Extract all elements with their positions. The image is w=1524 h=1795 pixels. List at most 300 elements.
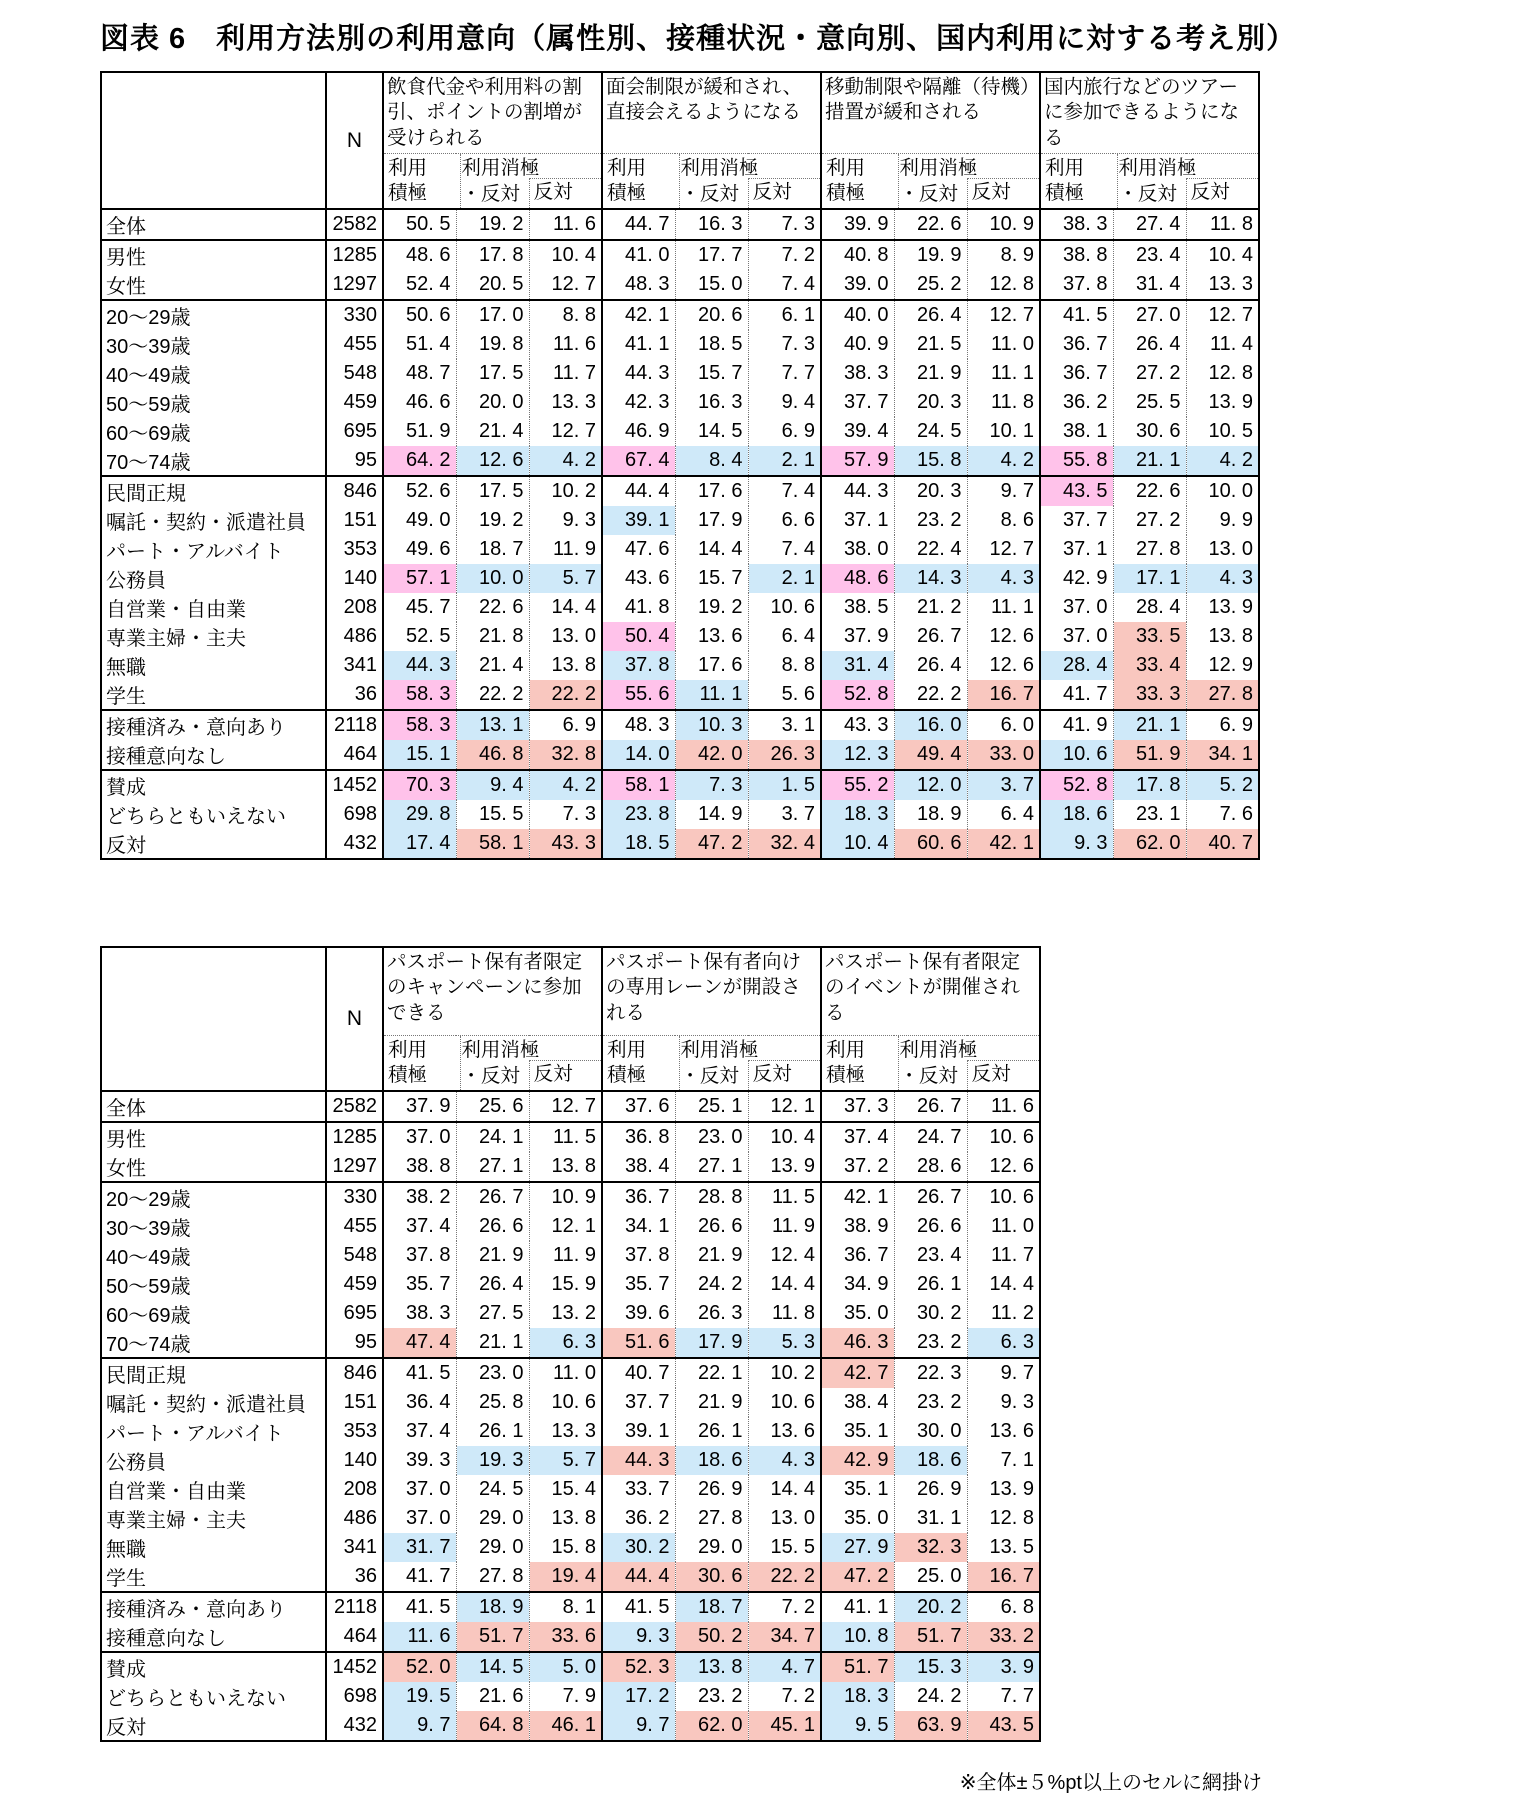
table-row <box>101 417 1259 446</box>
value-cell: 10. 9 <box>529 1182 602 1212</box>
table-row <box>101 359 1259 388</box>
value-cell: 46. 8 <box>456 740 529 770</box>
col-negative-use-header: 利用消極 <box>461 157 540 180</box>
value-cell: 13. 9 <box>1186 388 1259 417</box>
value-cell: 29. 8 <box>383 800 456 829</box>
row-label: 民間正規 <box>101 1358 326 1388</box>
table-row <box>101 476 1259 506</box>
value-cell: 11. 8 <box>748 1299 821 1328</box>
table-row <box>101 1299 1040 1328</box>
value-cell: 15. 3 <box>894 1652 967 1682</box>
row-label: 50～59歳 <box>101 388 326 417</box>
value-cell: 58. 3 <box>383 680 456 710</box>
value-cell: 26. 9 <box>675 1475 748 1504</box>
row-label: 30～39歳 <box>101 1212 326 1241</box>
col-negative-use-header: 利用消極 <box>899 157 978 180</box>
value-cell: 45. 7 <box>383 593 456 622</box>
row-label: 反対 <box>101 829 326 859</box>
value-cell: 14. 5 <box>456 1652 529 1682</box>
value-cell: 37. 3 <box>821 1091 894 1122</box>
value-cell: 51. 9 <box>1113 740 1186 770</box>
value-cell: 10. 6 <box>748 1388 821 1417</box>
row-label: どちらともいえない <box>101 800 326 829</box>
value-cell: 32. 3 <box>894 1533 967 1562</box>
value-cell: 6. 0 <box>967 710 1040 740</box>
value-cell: 37. 4 <box>383 1212 456 1241</box>
n-value: 695 <box>326 417 383 446</box>
value-cell: 10. 6 <box>529 1388 602 1417</box>
value-cell: 58. 3 <box>383 710 456 740</box>
value-cell: 47. 2 <box>675 829 748 859</box>
value-cell: 13. 2 <box>529 1299 602 1328</box>
n-value: 36 <box>326 680 383 710</box>
value-cell: 24. 2 <box>894 1682 967 1711</box>
value-cell: 4. 3 <box>967 564 1040 593</box>
value-cell: 10. 5 <box>1186 417 1259 446</box>
col-positive-use-header: 利用 積極 <box>384 1036 461 1090</box>
table-row <box>101 1562 1040 1592</box>
value-cell: 13. 9 <box>748 1152 821 1182</box>
value-cell: 32. 8 <box>529 740 602 770</box>
value-cell: 47. 4 <box>383 1328 456 1358</box>
value-cell: 7. 7 <box>967 1682 1040 1711</box>
value-cell: 4. 2 <box>529 446 602 476</box>
table-row <box>101 1091 1040 1122</box>
value-cell: 35. 0 <box>821 1504 894 1533</box>
value-cell: 26. 3 <box>748 740 821 770</box>
value-cell: 58. 1 <box>602 770 675 800</box>
value-cell: 12. 7 <box>529 1091 602 1122</box>
value-cell: 15. 8 <box>894 446 967 476</box>
value-cell: 4. 2 <box>1186 446 1259 476</box>
value-cell: 12. 6 <box>967 651 1040 680</box>
value-cell: 47. 6 <box>602 535 675 564</box>
value-cell: 10. 6 <box>967 1122 1040 1152</box>
row-label: 接種済み・意向あり <box>101 710 326 740</box>
value-cell: 23. 4 <box>1113 240 1186 270</box>
group-header-row <box>101 72 1259 154</box>
value-cell: 46. 6 <box>383 388 456 417</box>
value-cell: 13. 0 <box>529 622 602 651</box>
row-label: 女性 <box>101 1152 326 1182</box>
n-value: 208 <box>326 593 383 622</box>
value-cell: 25. 8 <box>456 1388 529 1417</box>
value-cell: 26. 7 <box>894 1091 967 1122</box>
value-cell: 14. 9 <box>675 800 748 829</box>
value-cell: 6. 3 <box>529 1328 602 1358</box>
value-cell: 37. 6 <box>602 1091 675 1122</box>
value-cell: 39. 0 <box>821 270 894 300</box>
value-cell: 22. 1 <box>675 1358 748 1388</box>
value-cell: 22. 6 <box>1113 476 1186 506</box>
usage-intention-table-top <box>100 71 1260 860</box>
value-cell: 13. 6 <box>967 1417 1040 1446</box>
value-cell: 6. 6 <box>748 506 821 535</box>
value-cell: 19. 2 <box>456 209 529 240</box>
value-cell: 42. 1 <box>602 300 675 330</box>
value-cell: 42. 1 <box>967 829 1040 859</box>
value-cell: 17. 6 <box>675 476 748 506</box>
col-negative-use-header-line2: ・反対 <box>680 1064 739 1087</box>
value-cell: 14. 4 <box>529 593 602 622</box>
value-cell: 13. 8 <box>529 1152 602 1182</box>
value-cell: 37. 7 <box>821 388 894 417</box>
value-cell: 25. 0 <box>894 1562 967 1592</box>
value-cell: 44. 3 <box>821 476 894 506</box>
value-cell: 4. 3 <box>748 1446 821 1475</box>
value-cell: 10. 0 <box>456 564 529 593</box>
row-label: 70～74歳 <box>101 1328 326 1358</box>
value-cell: 13. 6 <box>675 622 748 651</box>
value-cell: 19. 8 <box>456 330 529 359</box>
value-cell: 33. 0 <box>967 740 1040 770</box>
value-cell: 13. 8 <box>1186 622 1259 651</box>
value-cell: 57. 1 <box>383 564 456 593</box>
value-cell: 12. 7 <box>1186 300 1259 330</box>
value-cell: 16. 0 <box>894 710 967 740</box>
value-cell: 8. 4 <box>675 446 748 476</box>
table-row <box>101 300 1259 330</box>
value-cell: 14. 4 <box>748 1270 821 1299</box>
value-cell: 26. 7 <box>456 1182 529 1212</box>
value-cell: 41. 1 <box>602 330 675 359</box>
row-label: 民間正規 <box>101 476 326 506</box>
col-negative-use-header: 利用消極 <box>680 1038 759 1061</box>
value-cell: 26. 4 <box>894 300 967 330</box>
value-cell: 7. 6 <box>1186 800 1259 829</box>
value-cell: 58. 1 <box>456 829 529 859</box>
value-cell: 50. 5 <box>383 209 456 240</box>
subheader-cell <box>1040 154 1259 210</box>
table-row <box>101 1446 1040 1475</box>
value-cell: 7. 3 <box>748 330 821 359</box>
value-cell: 24. 1 <box>456 1122 529 1152</box>
n-value: 455 <box>326 330 383 359</box>
value-cell: 8. 8 <box>748 651 821 680</box>
col-negative-use-header: 利用消極 <box>899 1038 978 1061</box>
row-label: 20～29歳 <box>101 300 326 330</box>
value-cell: 18. 5 <box>675 330 748 359</box>
col-positive-use-header: 利用 積極 <box>603 1036 680 1090</box>
table-row <box>101 209 1259 240</box>
value-cell: 37. 2 <box>821 1152 894 1182</box>
value-cell: 9. 7 <box>383 1711 456 1741</box>
value-cell: 18. 3 <box>821 1682 894 1711</box>
n-column-header: N <box>326 72 383 209</box>
n-value: 151 <box>326 1388 383 1417</box>
value-cell: 46. 9 <box>602 417 675 446</box>
value-cell: 26. 6 <box>675 1212 748 1241</box>
table-row <box>101 535 1259 564</box>
n-value: 341 <box>326 1533 383 1562</box>
value-cell: 13. 3 <box>1186 270 1259 300</box>
value-cell: 21. 9 <box>675 1388 748 1417</box>
value-cell: 37. 0 <box>1040 593 1113 622</box>
n-value: 695 <box>326 1299 383 1328</box>
row-label: パート・アルバイト <box>101 1417 326 1446</box>
value-cell: 9. 9 <box>1186 506 1259 535</box>
value-cell: 15. 7 <box>675 564 748 593</box>
row-label: 無職 <box>101 651 326 680</box>
group-header: 国内旅行などのツアーに参加できるようになる <box>1040 72 1259 154</box>
value-cell: 49. 6 <box>383 535 456 564</box>
value-cell: 16. 7 <box>967 1562 1040 1592</box>
value-cell: 50. 6 <box>383 300 456 330</box>
value-cell: 7. 3 <box>675 770 748 800</box>
n-value: 1285 <box>326 240 383 270</box>
value-cell: 22. 4 <box>894 535 967 564</box>
value-cell: 52. 4 <box>383 270 456 300</box>
value-cell: 52. 0 <box>383 1652 456 1682</box>
value-cell: 37. 4 <box>383 1417 456 1446</box>
value-cell: 18. 5 <box>602 829 675 859</box>
value-cell: 30. 2 <box>602 1533 675 1562</box>
table-row <box>101 446 1259 476</box>
n-value: 95 <box>326 1328 383 1358</box>
value-cell: 50. 4 <box>602 622 675 651</box>
value-cell: 28. 8 <box>675 1182 748 1212</box>
n-value: 1452 <box>326 1652 383 1682</box>
value-cell: 20. 3 <box>894 388 967 417</box>
row-label: 自営業・自由業 <box>101 1475 326 1504</box>
table-row <box>101 1328 1040 1358</box>
value-cell: 26. 1 <box>675 1417 748 1446</box>
value-cell: 17. 5 <box>456 476 529 506</box>
n-value: 1452 <box>326 770 383 800</box>
row-label: 専業主婦・主夫 <box>101 622 326 651</box>
value-cell: 37. 0 <box>1040 622 1113 651</box>
value-cell: 11. 1 <box>967 359 1040 388</box>
value-cell: 7. 4 <box>748 270 821 300</box>
figure-container <box>100 16 1297 1795</box>
value-cell: 52. 6 <box>383 476 456 506</box>
value-cell: 14. 4 <box>675 535 748 564</box>
value-cell: 40. 7 <box>602 1358 675 1388</box>
value-cell: 40. 0 <box>821 300 894 330</box>
subheader-cell <box>383 1035 602 1091</box>
row-label: 公務員 <box>101 564 326 593</box>
value-cell: 44. 4 <box>602 476 675 506</box>
value-cell: 11. 9 <box>748 1212 821 1241</box>
value-cell: 11. 4 <box>1186 330 1259 359</box>
value-cell: 20. 6 <box>675 300 748 330</box>
n-value: 486 <box>326 1504 383 1533</box>
value-cell: 48. 7 <box>383 359 456 388</box>
col-negative-use-header-line2: ・反対 <box>899 183 958 206</box>
row-label: どちらともいえない <box>101 1682 326 1711</box>
n-value: 464 <box>326 1622 383 1652</box>
value-cell: 13. 1 <box>456 710 529 740</box>
value-cell: 17. 8 <box>1113 770 1186 800</box>
value-cell: 23. 2 <box>675 1682 748 1711</box>
value-cell: 28. 4 <box>1113 593 1186 622</box>
value-cell: 5. 0 <box>529 1652 602 1682</box>
table-row <box>101 770 1259 800</box>
value-cell: 11. 1 <box>967 593 1040 622</box>
value-cell: 12. 6 <box>456 446 529 476</box>
value-cell: 17. 9 <box>675 506 748 535</box>
value-cell: 12. 9 <box>1186 651 1259 680</box>
value-cell: 36. 8 <box>602 1122 675 1152</box>
table-gap <box>100 860 1262 946</box>
value-cell: 7. 2 <box>748 240 821 270</box>
value-cell: 10. 4 <box>821 829 894 859</box>
value-cell: 21. 4 <box>456 651 529 680</box>
value-cell: 10. 0 <box>1186 476 1259 506</box>
value-cell: 7. 3 <box>748 209 821 240</box>
value-cell: 57. 9 <box>821 446 894 476</box>
value-cell: 33. 6 <box>529 1622 602 1652</box>
value-cell: 11. 8 <box>1186 209 1259 240</box>
value-cell: 48. 3 <box>602 270 675 300</box>
value-cell: 63. 9 <box>894 1711 967 1741</box>
value-cell: 10. 4 <box>529 240 602 270</box>
value-cell: 44. 3 <box>602 1446 675 1475</box>
value-cell: 25. 1 <box>675 1091 748 1122</box>
value-cell: 42. 9 <box>821 1446 894 1475</box>
value-cell: 15. 5 <box>748 1533 821 1562</box>
value-cell: 38. 4 <box>821 1388 894 1417</box>
value-cell: 35. 7 <box>602 1270 675 1299</box>
value-cell: 6. 8 <box>967 1592 1040 1622</box>
value-cell: 39. 9 <box>821 209 894 240</box>
value-cell: 33. 2 <box>967 1622 1040 1652</box>
col-negative-use-header-line2: ・反対 <box>680 183 739 206</box>
value-cell: 9. 5 <box>821 1711 894 1741</box>
n-value: 2582 <box>326 1091 383 1122</box>
value-cell: 21. 9 <box>456 1241 529 1270</box>
value-cell: 34. 1 <box>1186 740 1259 770</box>
table-row <box>101 270 1259 300</box>
value-cell: 41. 1 <box>821 1592 894 1622</box>
n-value: 140 <box>326 1446 383 1475</box>
row-label: 賛成 <box>101 770 326 800</box>
value-cell: 44. 4 <box>602 1562 675 1592</box>
value-cell: 26. 7 <box>894 622 967 651</box>
group-header: 飲食代金や利用料の割引、ポイントの割増が受けられる <box>383 72 602 154</box>
value-cell: 18. 6 <box>675 1446 748 1475</box>
value-cell: 6. 1 <box>748 300 821 330</box>
value-cell: 50. 2 <box>675 1622 748 1652</box>
n-value: 2118 <box>326 1592 383 1622</box>
value-cell: 36. 2 <box>602 1504 675 1533</box>
value-cell: 21. 4 <box>456 417 529 446</box>
value-cell: 27. 1 <box>456 1152 529 1182</box>
value-cell: 26. 4 <box>894 651 967 680</box>
value-cell: 62. 0 <box>1113 829 1186 859</box>
value-cell: 17. 4 <box>383 829 456 859</box>
row-label: 接種意向なし <box>101 740 326 770</box>
value-cell: 10. 6 <box>967 1182 1040 1212</box>
table-row <box>101 800 1259 829</box>
value-cell: 11. 9 <box>529 535 602 564</box>
table-row <box>101 1388 1040 1417</box>
value-cell: 18. 7 <box>675 1592 748 1622</box>
row-label: 接種意向なし <box>101 1622 326 1652</box>
value-cell: 21. 9 <box>675 1241 748 1270</box>
value-cell: 37. 8 <box>602 651 675 680</box>
value-cell: 29. 0 <box>675 1533 748 1562</box>
value-cell: 13. 8 <box>529 651 602 680</box>
value-cell: 12. 1 <box>748 1091 821 1122</box>
value-cell: 23. 0 <box>456 1358 529 1388</box>
value-cell: 19. 3 <box>456 1446 529 1475</box>
value-cell: 2. 1 <box>748 564 821 593</box>
n-value: 846 <box>326 476 383 506</box>
subheader-cell <box>383 154 602 210</box>
value-cell: 41. 5 <box>383 1358 456 1388</box>
value-cell: 28. 4 <box>1040 651 1113 680</box>
value-cell: 37. 8 <box>1040 270 1113 300</box>
value-cell: 5. 6 <box>748 680 821 710</box>
value-cell: 19. 2 <box>456 506 529 535</box>
value-cell: 18. 6 <box>1040 800 1113 829</box>
value-cell: 35. 1 <box>821 1475 894 1504</box>
value-cell: 31. 7 <box>383 1533 456 1562</box>
value-cell: 18. 7 <box>456 535 529 564</box>
value-cell: 15. 9 <box>529 1270 602 1299</box>
value-cell: 3. 9 <box>967 1652 1040 1682</box>
value-cell: 17. 9 <box>675 1328 748 1358</box>
value-cell: 31. 1 <box>894 1504 967 1533</box>
value-cell: 28. 6 <box>894 1152 967 1182</box>
value-cell: 25. 5 <box>1113 388 1186 417</box>
row-label: 60～69歳 <box>101 417 326 446</box>
table-row <box>101 1358 1040 1388</box>
value-cell: 16. 3 <box>675 388 748 417</box>
value-cell: 17. 7 <box>675 240 748 270</box>
value-cell: 20. 3 <box>894 476 967 506</box>
group-header: パスポート保有者限定のイベントが開催される <box>821 947 1040 1035</box>
value-cell: 48. 3 <box>602 710 675 740</box>
value-cell: 11. 6 <box>383 1622 456 1652</box>
value-cell: 40. 8 <box>821 240 894 270</box>
value-cell: 13. 9 <box>967 1475 1040 1504</box>
value-cell: 23. 0 <box>675 1122 748 1152</box>
col-oppose-header: 反対 <box>748 1060 820 1090</box>
value-cell: 38. 8 <box>383 1152 456 1182</box>
n-value: 353 <box>326 535 383 564</box>
value-cell: 15. 8 <box>529 1533 602 1562</box>
n-value: 208 <box>326 1475 383 1504</box>
row-label: 40～49歳 <box>101 359 326 388</box>
value-cell: 36. 2 <box>1040 388 1113 417</box>
value-cell: 33. 4 <box>1113 651 1186 680</box>
value-cell: 24. 7 <box>894 1122 967 1152</box>
value-cell: 11. 1 <box>675 680 748 710</box>
value-cell: 36. 7 <box>1040 330 1113 359</box>
n-value: 36 <box>326 1562 383 1592</box>
row-label: 反対 <box>101 1711 326 1741</box>
value-cell: 10. 4 <box>1186 240 1259 270</box>
row-label: 30～39歳 <box>101 330 326 359</box>
value-cell: 12. 8 <box>967 270 1040 300</box>
n-value: 95 <box>326 446 383 476</box>
value-cell: 55. 2 <box>821 770 894 800</box>
n-value: 2582 <box>326 209 383 240</box>
value-cell: 39. 6 <box>602 1299 675 1328</box>
value-cell: 39. 3 <box>383 1446 456 1475</box>
value-cell: 13. 6 <box>748 1417 821 1446</box>
value-cell: 32. 4 <box>748 829 821 859</box>
row-label: 全体 <box>101 1091 326 1122</box>
value-cell: 5. 7 <box>529 564 602 593</box>
value-cell: 9. 3 <box>1040 829 1113 859</box>
value-cell: 70. 3 <box>383 770 456 800</box>
value-cell: 12. 7 <box>529 270 602 300</box>
value-cell: 6. 3 <box>967 1328 1040 1358</box>
table-row <box>101 680 1259 710</box>
